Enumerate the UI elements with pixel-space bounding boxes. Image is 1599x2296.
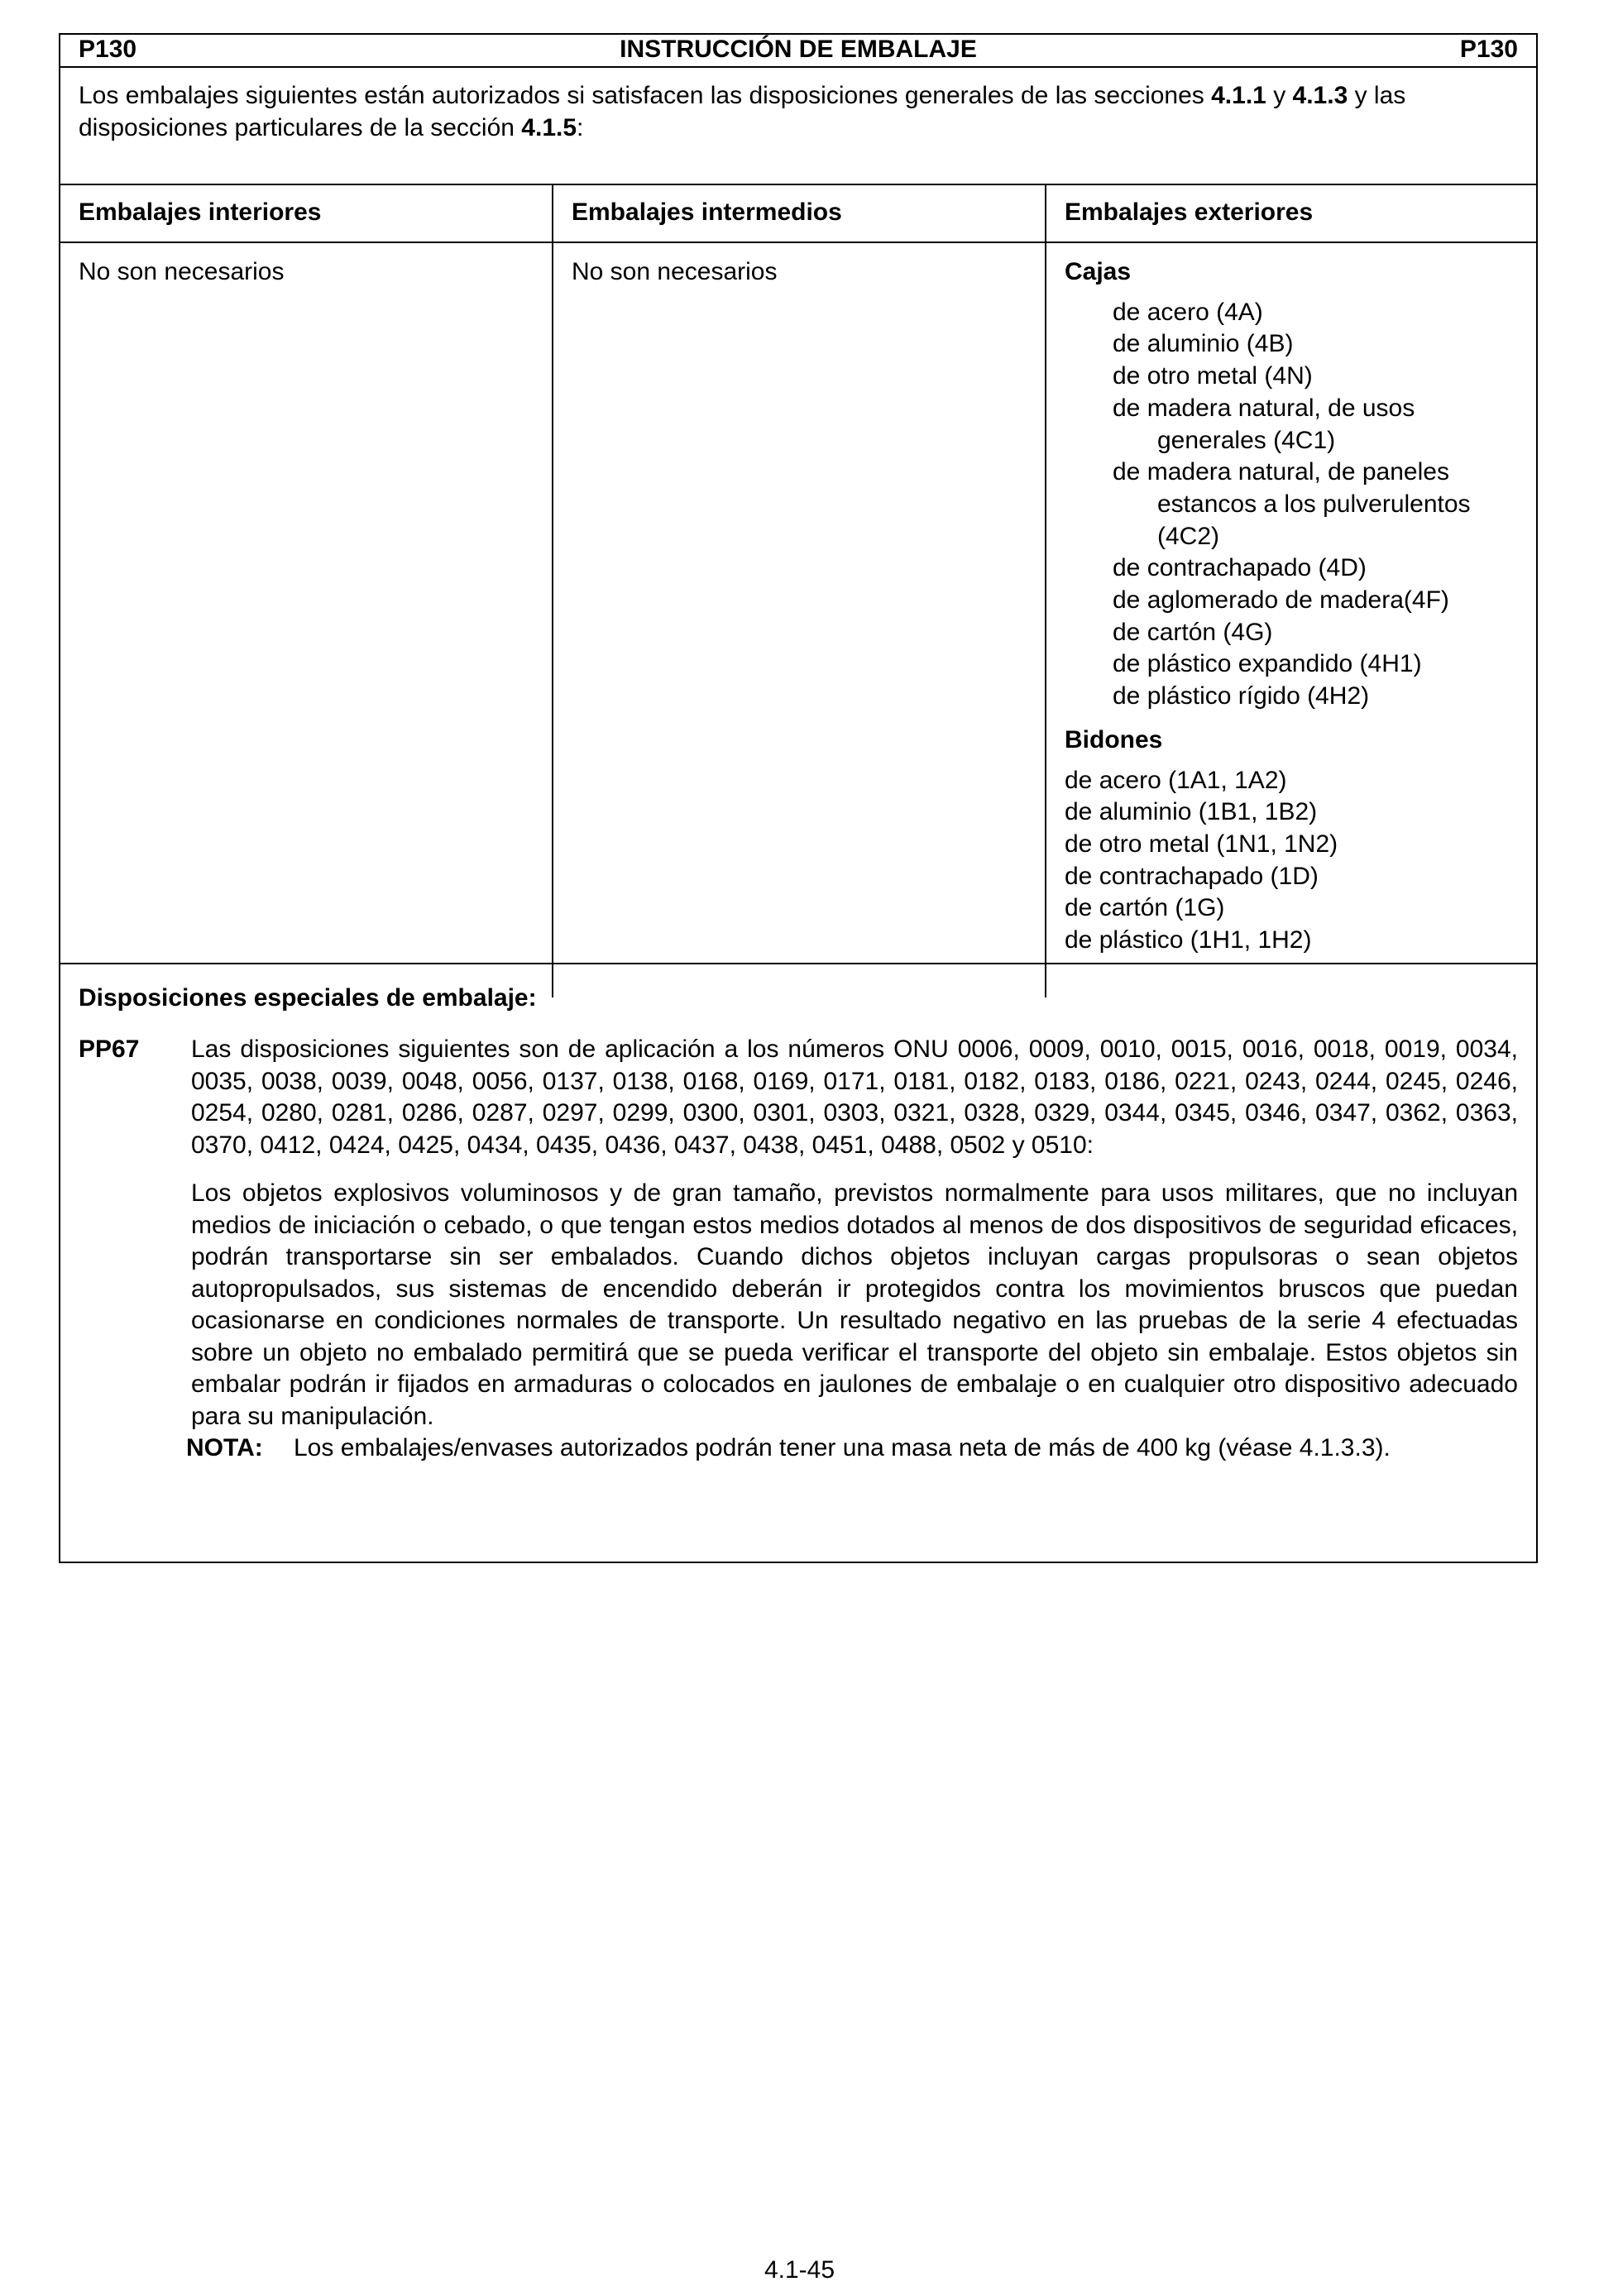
intro-ref: 4.1.3 — [1292, 82, 1348, 109]
instruction-title: INSTRUCCIÓN DE EMBALAJE — [620, 36, 977, 63]
box-type-item: de madera natural, de usos — [1113, 394, 1415, 422]
box-type-item: (4C2) — [1157, 522, 1220, 550]
drum-type-item: de contrachapado (1D) — [1065, 862, 1319, 890]
boxes-list — [1065, 297, 1528, 713]
intro-text: y las disposiciones particulares de la sección — [79, 82, 1406, 141]
box-type-item: de aglomerado de madera(4F) — [1113, 586, 1449, 615]
note-label: NOTA: — [186, 1434, 263, 1461]
box-type-item: estancos a los pulverulentos — [1157, 490, 1471, 518]
drum-type-item: de cartón (1G) — [1065, 894, 1225, 922]
box-type-item: de otro metal (4N) — [1113, 362, 1313, 390]
box-type-item: de contrachapado (4D) — [1113, 554, 1367, 582]
intro-text: : — [577, 114, 584, 141]
intro-text: Los embalajes siguientes están autorizados si satisfacen las disposiciones generales de las secciones — [79, 82, 1212, 109]
provision-pp67 — [79, 1034, 1518, 1465]
intro-paragraph — [60, 68, 1536, 185]
divider — [60, 963, 1536, 964]
drums-heading: Bidones — [1065, 725, 1163, 753]
drum-type-item: de otro metal (1N1, 1N2) — [1065, 830, 1338, 858]
boxes-heading: Cajas — [1065, 258, 1132, 285]
provision-code: PP67 — [79, 1036, 140, 1063]
divider — [60, 242, 1536, 243]
intermediate-packaging-value: No son necesarios — [572, 258, 778, 285]
instruction-code-right: P130 — [1459, 36, 1518, 63]
page-number: 4.1-45 — [764, 2256, 835, 2284]
note-text: Los embalajes/envases autorizados podrán tener una masa neta de más de 400 kg (véase 4.1.3.3). — [294, 1434, 1391, 1461]
column-divider — [552, 184, 553, 997]
drum-type-item: de aluminio (1B1, 1B2) — [1065, 798, 1318, 826]
box-type-item: de cartón (4G) — [1113, 618, 1273, 646]
box-type-item: de acero (4A) — [1113, 298, 1263, 326]
drums-list — [1065, 765, 1528, 957]
special-provisions-title: Disposiciones especiales de embalaje: — [79, 984, 537, 1012]
column-headings — [60, 185, 1536, 243]
instruction-code-left: P130 — [79, 36, 137, 63]
heading-outer-packaging: Embalajes exteriores — [1065, 199, 1314, 226]
box-type-item: de plástico rígido (4H2) — [1113, 682, 1370, 710]
column-divider — [1045, 184, 1046, 997]
intro-ref: 4.1.1 — [1211, 82, 1266, 109]
outer-packaging-list — [1065, 256, 1528, 957]
box-type-item: de madera natural, de paneles — [1113, 458, 1449, 486]
provision-note — [186, 1433, 1518, 1465]
inner-packaging-value: No son necesarios — [79, 258, 285, 285]
drum-type-item: de plástico (1H1, 1H2) — [1065, 926, 1312, 954]
box-type-item: de plástico expandido (4H1) — [1113, 650, 1422, 678]
intro-ref: 4.1.5 — [521, 114, 577, 141]
provision-un-numbers: Las disposiciones siguientes son de aplicación a los números ONU 0006, 0009, 0010, 0015, 0016, 0018, 0019, 0034, 0035, 0038, 0039, 0048, 0056, 0137, 0138, 0168, 0169, 0171, 0181, 0182, 0183, 0186, 0221, 0243, 0244, 0245, 0246, 0254, 0280, 0281, 0286, 0287, 0297, 0299, 0300, 0301, 0303, 0321, 0328, 0329, 0344, 0345, 0346, 0347, 0362, 0363, 0370, 0412, 0424, 0425, 0434, 0435, 0436, 0437, 0438, 0451, 0488, 0502 y 0510: — [191, 1036, 1518, 1159]
table-header-row — [60, 35, 1536, 68]
heading-intermediate-packaging: Embalajes intermedios — [572, 199, 842, 226]
special-provisions — [79, 984, 1518, 1465]
provision-description: Los objetos explosivos voluminosos y de gran tamaño, previstos normalmente para usos militares, que no incluyan medios de iniciación o cebado, o que tengan estos medios dotados al menos de dos dispositivos de seguridad eficaces, podrán transportarse sin ser embalados. Cuando dichos objetos incluyan cargas propulsoras o sean objetos autopropulsados, sus sistemas de encendido deberán ir protegidos contra los movimientos bruscos que puedan ocasionarse en condiciones normales de transporte. Un resultado negativo en las pruebas de la serie 4 efectuadas sobre un objeto no embalado permitirá que se pueda verificar el transporte del objeto sin embalaje. Estos objetos sin embalar podrán ir fijados en armaduras o colocados en jaulones de embalaje o en cualquier otro dispositivo adecuado para su manipulación. — [191, 1179, 1518, 1430]
drum-type-item: de acero (1A1, 1A2) — [1065, 766, 1287, 794]
intro-text: y — [1266, 82, 1293, 109]
heading-inner-packaging: Embalajes interiores — [79, 199, 322, 226]
box-type-item: generales (4C1) — [1157, 426, 1336, 454]
box-type-item: de aluminio (4B) — [1113, 330, 1294, 358]
packing-instruction-table — [59, 33, 1538, 1563]
